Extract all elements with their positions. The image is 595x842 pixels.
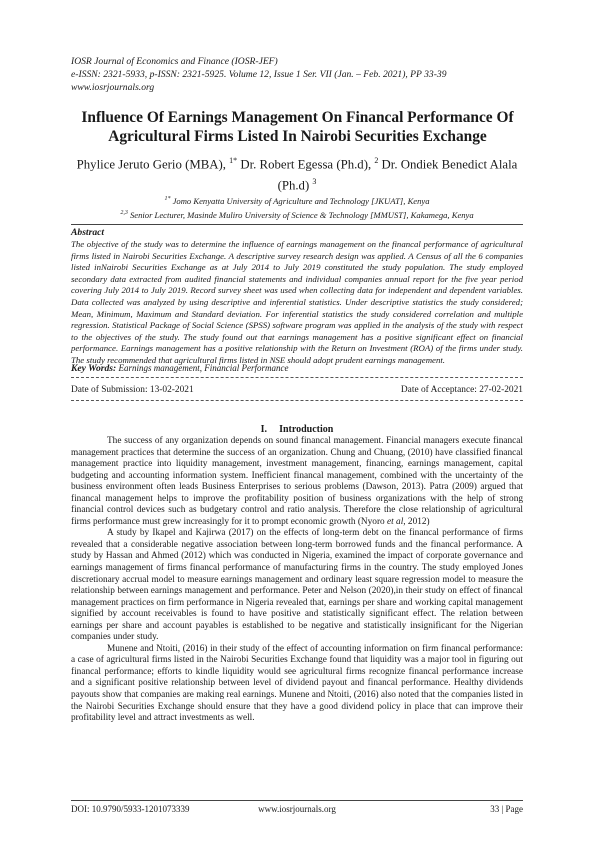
abstract-heading: Abstract xyxy=(71,227,105,238)
dashed-divider-top xyxy=(71,377,523,378)
paper-title: Influence Of Earnings Management On Financal Performance Of Agricultural Firms Listed In Nairobi Securities Exchange xyxy=(81,109,514,145)
acceptance-date: Date of Acceptance: 27-02-2021 xyxy=(400,385,523,395)
paragraph-1-end: , 2012) xyxy=(403,516,430,527)
author-3-mark: 3 xyxy=(312,177,317,187)
section-title: Introduction xyxy=(279,424,334,435)
submission-date: Date of Submission: 13-02-2021 xyxy=(71,385,194,395)
paragraph-1-etal: et al xyxy=(387,516,404,527)
footer-url: www.iosrjournals.org xyxy=(258,804,336,814)
paragraph-3: Munene and Ntoiti, (2016) in their study of the effect of accounting information on firm financal performance: a case of agricultural firms listed in the Nairobi Securities Exchange found that liquidity was a major tool in figuring out financal performance; efforts to kindle liquidity would see agricultural firms recognize financal performance increase and a significant positive relationship between level of dividend payout and financal performance. Healthy dividends payouts show that companies are making real earnings. Munene and Ntoiti, (2016) also noted that the companies listed in the Nairobi Securities Exchange should ensure that they have a good dividend policy in place that can improve their profitability level and attract investments as well. xyxy=(71,643,523,724)
author-1-mark: 1* xyxy=(229,156,238,165)
abstract-top-rule xyxy=(71,224,523,225)
affiliation-1-text: Jomo Kenyatta University of Agriculture and Technology [JKUAT], Kenya xyxy=(170,195,430,206)
keywords-label: Key Words: xyxy=(71,363,117,374)
affiliation-1 xyxy=(62,193,532,207)
author-2-mark: 2 xyxy=(374,156,379,165)
affiliations xyxy=(62,193,532,221)
keywords-text: Earnings management, Financial Performance xyxy=(116,363,289,373)
author-1: Phylice Jeruto Gerio (MBA), xyxy=(76,157,230,172)
author-2: Dr. Robert Egessa (Ph.d), xyxy=(237,157,375,172)
paragraph-1 xyxy=(71,436,523,528)
keywords xyxy=(71,362,523,375)
journal-issn: e-ISSN: 2321-5933, p-ISSN: 2321-5925. Volume 12, Issue 1 Ser. VII (Jan. – Feb. 2021), PP 33-39 xyxy=(71,69,447,80)
footer-doi: DOI: 10.9790/5933-1201073339 xyxy=(71,804,190,814)
affiliation-2-text: Senior Lecturer, Masinde Muliro University of Science & Technology [MMUST], Kakamega, Kenya xyxy=(127,209,474,220)
journal-header xyxy=(71,55,531,94)
abstract-text: The objective of the study was to determine the influence of earnings management on the financal performance of agricultural firms listed in Nairobi Securities Exchange. A descriptive survey research design was applied. A Census of all the 6 companies listed inNairobi Securities Exchange as at July 2014 to July 2019 constituted the study population. The study employed secondary data extracted from audited financial statements and individual companies annual report for the five year period covering July 2014 to July 2019. Record survey sheet was used when collecting data for independent and dependent variables. Data collected was analyzed by using descriptive and inferential statistics. Under descriptive statistics the study considered; Mean, Minimum, Maximum and Standard deviation. For inferential statistics the study considered correlation and multiple regression. Statistical Package of Social Science (SPSS) software program was applied in the analysis of the study with respect to the objectives of the study. The study found out that earnings management has a positive significant effect on financial performance. Earnings management has a positive relationship with the Return on Investment (ROA) of the firms under study. The study recommended that agricultural firms listed in NSE should adopt prudent earnings management. xyxy=(71,239,523,365)
author-3: Dr. Ondiek Benedict Alala (Ph.d) xyxy=(277,157,518,193)
paragraph-2: A study by Ikapel and Kajirwa (2017) on the effects of long-term debt on the financal performance of firms revealed that a considerable negative association between long-term borrowed funds and the financal performance. A study by Hassan and Ahmed (2012) which was conducted in Nigeria, examined the impact of corporate governance and earnings management of firms financal performance of manufacturing firms in the country. The study employed Jones discretionary accrual model to measure earnings management and ordinary least square regression model to measure the relationship between earnings management and performance. Peter and Nelson (2020),in their study on effect of financal management practices on firm performance in Nigeria revealed that, earnings per share and working capital management signified by account receivables is found to have positive and statistically significant effect. The relation between earnings per share and account payables is established to be negative and statistically insignificant for the Nigerian companies under study. xyxy=(71,528,523,643)
affiliation-1-mark: 1* xyxy=(164,196,171,202)
body-text xyxy=(71,436,523,725)
author-list xyxy=(62,152,532,195)
section-number: I. xyxy=(260,424,268,435)
affiliation-2-mark: 2,3 xyxy=(120,209,128,216)
journal-url: www.iosrjournals.org xyxy=(71,82,155,93)
dashed-divider-bottom xyxy=(71,400,523,401)
page-footer xyxy=(71,803,523,816)
footer-rule xyxy=(71,800,523,801)
section-heading xyxy=(71,424,523,436)
journal-name: IOSR Journal of Economics and Finance (IOSR-JEF) xyxy=(71,56,278,67)
footer-page-number: 33 | Page xyxy=(490,804,523,814)
affiliation-2 xyxy=(62,207,532,221)
paragraph-1-text: The success of any organization depends on sound financal management. Financial managers execute financal management practices that determine the success of an organization. Chung and Chuang, (2010) have classified financal management practice into liquidity management, investment management, financing, earnings management, capital budgeting and accounting information system. Inefficient financal management, combined with the uncertainty of the business environment often leads Business Enterprises to serious problems (Dawson, 2013). Patra (2009) argued that financal management helps to improve the profitability position of business organizations with the help of strong financial control devices such as budgetary control and ratio analysis. Therefore the close relationship of agricultural firms performance must grew increasingly for it to prompt economic growth (Nyoro xyxy=(71,436,523,527)
